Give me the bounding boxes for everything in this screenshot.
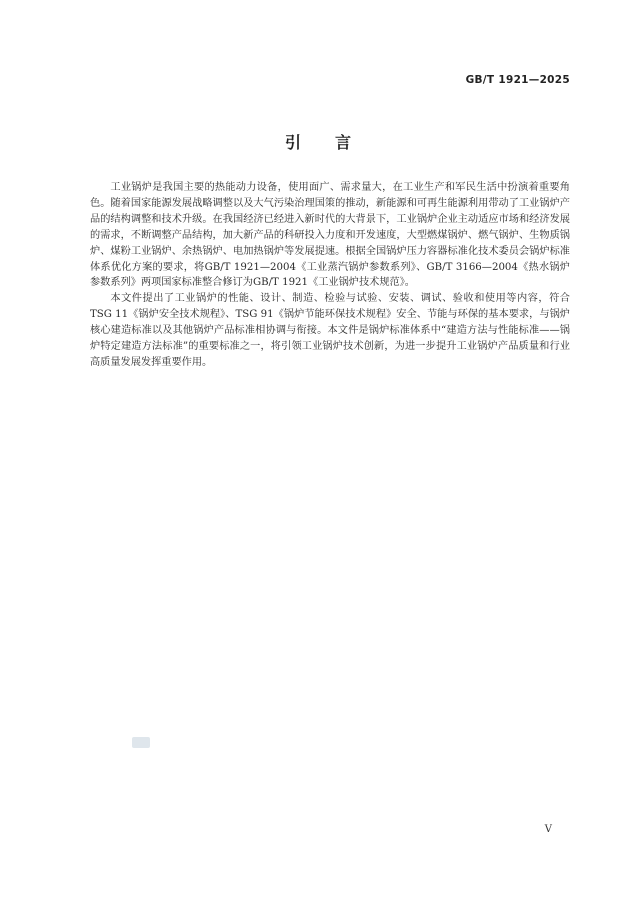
page-number: V	[544, 824, 552, 835]
watermark-mark	[132, 737, 150, 748]
paragraph-1: 工业锅炉是我国主要的热能动力设备，使用面广、需求量大，在工业生产和军民生活中扮演着重要角色。随着国家能源发展战略调整以及大气污染治理国策的推动，新能源和可再生能源利用带动了工业锅炉产品的结构调整和技术升级。在我国经济已经进入新时代的大背景下，工业锅炉企业主动适应市场和经济发展的需求，不断调整产品结构，加大新产品的科研投入力度和开发速度，大型燃煤锅炉、燃气锅炉、生物质锅炉、煤粉工业锅炉、余热锅炉、电加热锅炉等发展提速。根据全国锅炉压力容器标准化技术委员会锅炉标准体系优化方案的要求，将GB/T 1921—2004《工业蒸汽锅炉参数系列》、GB/T 3166—2004《热水锅炉参数系列》两项国家标准整合修订为GB/T 1921《工业锅炉技术规范》。	[90, 182, 570, 289]
introduction-body	[90, 180, 570, 371]
paragraph-2: 本文件提出了工业锅炉的性能、设计、制造、检验与试验、安装、调试、验收和使用等内容，符合TSG 11《锅炉安全技术规程》、TSG 91《锅炉节能环保技术规程》安全、节能与环保的基本要求，与锅炉核心建造标准以及其他锅炉产品标准相协调与衔接。本文件是锅炉标准体系中“建造方法与性能标准——锅炉特定建造方法标准”的重要标准之一，将引领工业锅炉技术创新，为进一步提升工业锅炉产品质量和行业高质量发展发挥重要作用。	[90, 293, 570, 368]
page-title: 引言	[284, 133, 385, 152]
standard-number: GB/T 1921—2025	[465, 74, 570, 86]
